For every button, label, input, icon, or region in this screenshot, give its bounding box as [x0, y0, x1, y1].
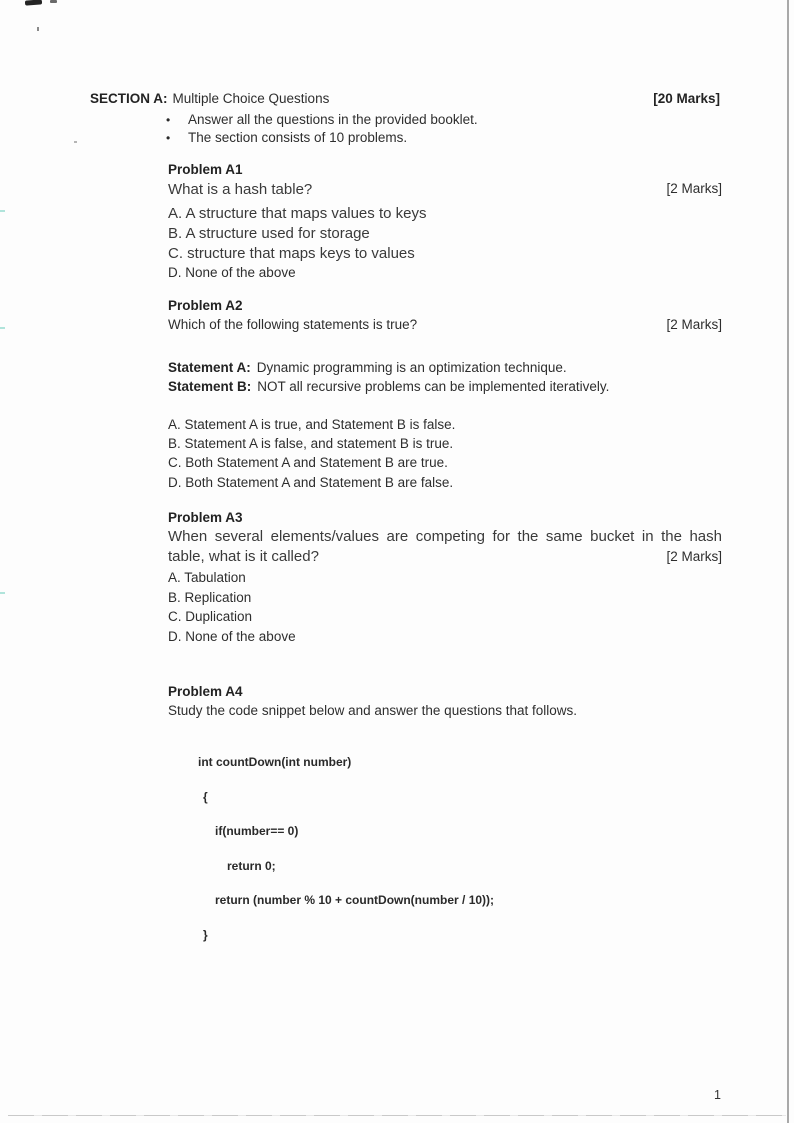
scan-page-edge-bottom [8, 1115, 786, 1116]
option-b: B. A structure used for storage [168, 224, 370, 242]
instruction-text: The section consists of 10 problems. [188, 130, 408, 145]
option-d: D. None of the above [168, 265, 296, 281]
problem-a1 [168, 160, 722, 283]
section-marks: [20 Marks] [653, 91, 720, 106]
scan-edge-tick [0, 327, 5, 329]
problem-a1-question: What is a hash table? [168, 181, 313, 198]
problem-a2-marks: [2 Marks] [666, 317, 722, 332]
option-c: C. Both Statement A and Statement B are true. [168, 455, 448, 471]
problem-a3-question-row [168, 527, 722, 566]
problem-a2-question-row [168, 315, 722, 334]
problem-a3-options [168, 568, 722, 646]
section-instructions [90, 111, 720, 147]
problem-a4-question: Study the code snippet below and answer the questions that follows. [168, 703, 578, 718]
problem-a2-heading: Problem A2 [168, 298, 243, 313]
problem-a1-question-row [168, 179, 722, 200]
problem-a1-marks: [2 Marks] [666, 181, 722, 196]
scan-page-edge-right [787, 0, 789, 1123]
code-line: } [203, 927, 208, 942]
option-d: D. None of the above [168, 628, 296, 644]
problem-a1-options [168, 204, 722, 283]
problem-a4 [168, 682, 722, 720]
option-a: A. Statement A is true, and Statement B is false. [168, 417, 456, 432]
problem-a4-heading: Problem A4 [168, 684, 243, 699]
instruction-item [90, 129, 720, 147]
option-b: B. Replication [168, 589, 252, 605]
problem-a3-heading: Problem A3 [168, 510, 243, 525]
option-a: A. A structure that maps values to keys [168, 205, 427, 222]
bullet-icon: • [166, 113, 171, 127]
option-d: D. Both Statement A and Statement B are false. [168, 474, 454, 490]
problem-a3-question: When several elements/values are competing for the same bucket in the hash table, what is it called? [168, 528, 722, 565]
option-b: B. Statement A is false, and statement B is true. [168, 436, 454, 452]
scan-artifact-top-left [25, 0, 42, 6]
page-number: 1 [714, 1088, 721, 1102]
statement-a-text: Dynamic programming is an optimization technique. [256, 360, 567, 375]
scan-edge-tick [0, 210, 5, 212]
scan-edge-tick [0, 592, 5, 594]
problem-a2-question: Which of the following statements is true? [168, 317, 418, 332]
code-line: if(number== 0) [215, 824, 299, 838]
statement-b-text: NOT all recursive problems can be implemented iteratively. [257, 379, 610, 394]
code-line: return 0; [227, 858, 276, 873]
problem-a2-statements [168, 358, 722, 396]
section-title: Multiple Choice Questions [172, 91, 330, 106]
problem-a2 [168, 296, 722, 492]
problem-a1-heading: Problem A1 [168, 162, 243, 177]
code-line: int countDown(int number) [198, 755, 352, 769]
problem-a3-marks: [2 Marks] [666, 549, 722, 564]
instruction-item [90, 111, 720, 129]
statement-a [168, 358, 722, 377]
scan-speck [37, 27, 39, 31]
bullet-icon: • [166, 131, 171, 145]
statement-a-label: Statement A: [168, 360, 251, 375]
section-header [90, 90, 720, 147]
section-label: SECTION A: [90, 91, 168, 106]
statement-b [168, 377, 722, 396]
scan-artifact-top-left-2 [50, 0, 57, 3]
option-c: C. structure that maps keys to values [168, 244, 415, 262]
option-c: C. Duplication [168, 609, 253, 625]
code-line: { [203, 789, 208, 804]
instruction-text: Answer all the questions in the provided booklet. [188, 112, 478, 127]
scan-speck [74, 141, 77, 143]
statement-b-label: Statement B: [168, 379, 252, 394]
problem-a2-options [168, 415, 722, 492]
option-a: A. Tabulation [168, 570, 246, 585]
code-line: return (number % 10 + countDown(number / 10)); [215, 893, 495, 907]
code-snippet [198, 755, 494, 962]
problem-a3 [168, 508, 722, 646]
section-title-row [90, 90, 720, 108]
